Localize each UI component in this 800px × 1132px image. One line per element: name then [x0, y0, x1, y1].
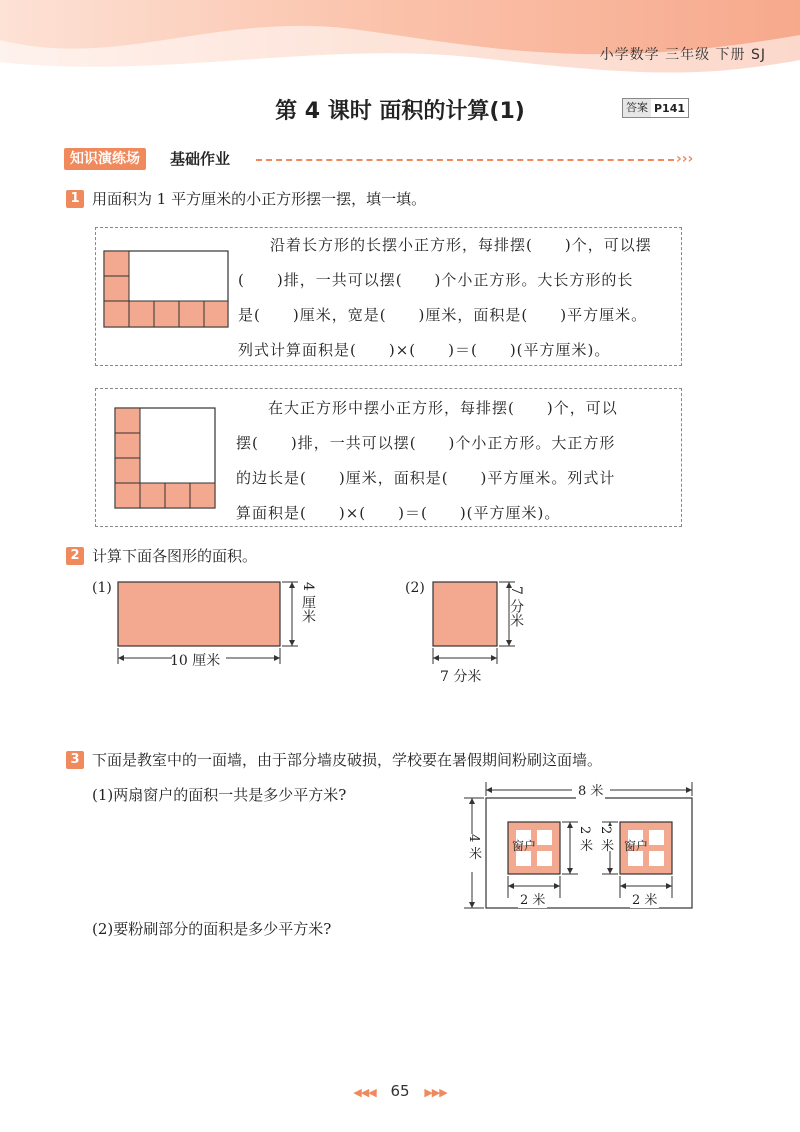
question-3-sub-1: (1)两扇窗户的面积一共是多少平方米?: [92, 786, 347, 804]
q3-window-1-width: 2 米: [518, 889, 547, 908]
question-3-text: 下面是教室中的一面墙，由于部分墙皮破损，学校要在暑假期间粉刷这面墙。: [92, 751, 603, 769]
q1-box-1-line: ( )排，一共可以摆( )个小正方形。大长方形的长: [238, 271, 634, 289]
q1-box-2-text: [236, 391, 676, 531]
right-triangles-icon: ▶▶▶: [424, 1086, 447, 1099]
question-3-number: 3: [66, 751, 84, 769]
section-divider: [256, 159, 674, 161]
q2-figure-2-width: 7 分米: [440, 669, 482, 685]
q3-wall-width: 8 米: [576, 780, 605, 799]
answer-key-label: 答案: [623, 99, 651, 117]
q3-window-2-label: 窗户: [624, 839, 649, 853]
q3-window-1-height: 2 米: [577, 826, 592, 852]
q2-figure-1-height: 4 厘米: [300, 582, 316, 624]
q3-window-2-height: 2 米: [598, 826, 613, 852]
q1-box-2-line: 的边长是( )厘米，面积是( )平方厘米。列式计: [236, 469, 616, 487]
question-1-number: 1: [66, 190, 84, 208]
question-1-text: 用面积为 1 平方厘米的小正方形摆一摆，填一填。: [92, 190, 427, 208]
question-2-text: 计算下面各图形的面积。: [92, 547, 258, 565]
q1-box-2-line: 算面积是( )×( )＝( )(平方厘米)。: [236, 504, 561, 522]
rectangle-tiles-figure: [103, 250, 229, 330]
q2-figure-2-height: 7 分米: [508, 586, 524, 628]
square-tiles-figure: [114, 407, 216, 509]
q3-window-2-width: 2 米: [630, 889, 659, 908]
q2-figure-2-label: (2): [405, 580, 425, 596]
q1-box-1-text: [238, 228, 678, 368]
question-2-number: 2: [66, 547, 84, 565]
q1-box-2-line: 摆( )排，一共可以摆( )个小正方形。大正方形: [236, 434, 616, 452]
header-wave: [0, 0, 800, 80]
q1-box-1: [95, 227, 682, 366]
q1-box-2: [95, 388, 682, 527]
question-3-sub-2: (2)要粉刷部分的面积是多少平方米?: [92, 920, 332, 938]
q2-figure-1-label: (1): [92, 580, 112, 596]
q1-box-2-line: 在大正方形中摆小正方形，每排摆( )个，可以: [236, 399, 618, 417]
answer-page: P141: [654, 101, 686, 115]
page-number-footer: [0, 1082, 800, 1100]
q3-window-1-label: 窗户: [512, 839, 537, 853]
q1-box-1-line: 列式计算面积是( )×( )＝( )(平方厘米)。: [238, 341, 611, 359]
answer-reference: [622, 98, 689, 118]
page-number: 65: [390, 1082, 410, 1100]
q1-box-1-line: 沿着长方形的长摆小正方形，每排摆( )个，可以摆: [238, 236, 652, 254]
section-arrows-icon: ›››: [676, 151, 694, 167]
left-triangles-icon: ◀◀◀: [353, 1086, 376, 1099]
q2-figure-1-width: 10 厘米: [170, 653, 221, 669]
q1-box-1-line: 是( )厘米，宽是( )厘米，面积是( )平方厘米。: [238, 306, 648, 324]
lesson-title: 第 4 课时 面积的计算(1): [275, 99, 525, 124]
header-text: 小学数学 三年级 下册 SJ: [599, 47, 766, 63]
section-tag: 知识演练场: [64, 148, 146, 170]
q3-wall-height: 4 米: [466, 834, 481, 860]
section-subtitle: 基础作业: [170, 150, 231, 168]
